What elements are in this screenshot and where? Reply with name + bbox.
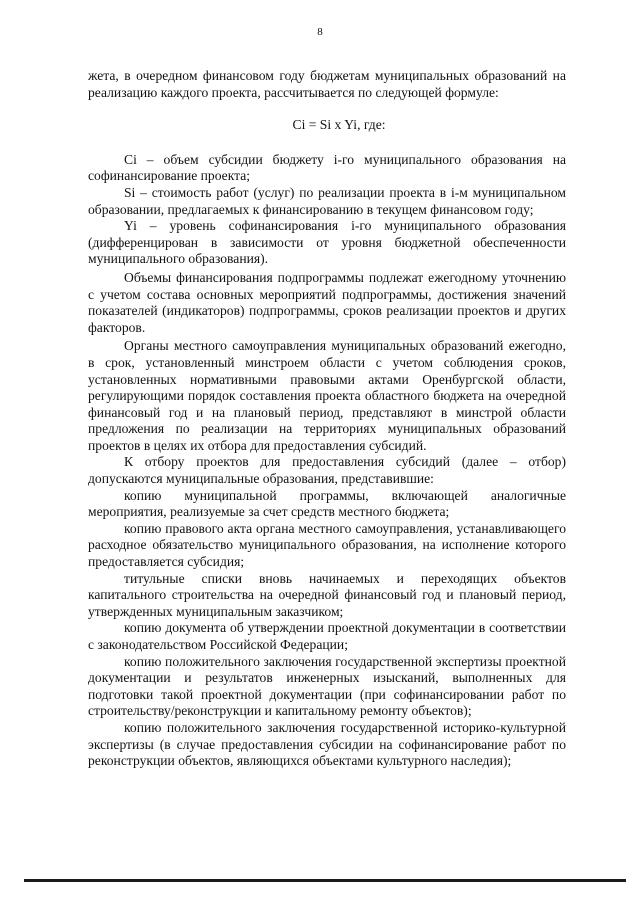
bottom-rule-divider [24, 879, 626, 882]
page-number: 8 [317, 26, 323, 38]
paragraph-intro: жета, в очередном финансовом году бюджетам муниципальных образований на реализацию каждого проекта, рассчитывается по следующей формуле: [88, 68, 566, 100]
list-item-project-approval: копию документа об утверждении проектной документации в соответствии с законодательством Российской Федерации; [88, 620, 566, 652]
document-body [88, 68, 566, 770]
paragraph-funding-volumes: Объемы финансирования подпрограммы подлежат ежегодному уточнению с учетом состава основных мероприятий подпрограммы, достижения значений показателей (индикаторов) подпрограммы, сроков реализации проектов и других факторов. [88, 269, 566, 335]
paragraph-ci-definition: Ci – объем субсидии бюджету i-го муниципального образования на софинансирование проекта; [88, 151, 566, 184]
list-item-municipal-program: копию муниципальной программы, включающей аналогичные мероприятия, реализуемые за счет средств местного бюджета; [88, 487, 566, 520]
list-item-state-expertise: копию положительного заключения государственной экспертизы проектной документации и результатов инженерных изысканий, выполненных для подготовки такой проектной документации (при софинансировании работ по строительству/реконструкции и капитальному ремонту объектов); [88, 653, 566, 719]
list-item-legal-act: копию правового акта органа местного самоуправления, устанавливающего расходное обязательство муниципального образования, на исполнение которого предоставляется субсидия; [88, 520, 566, 570]
formula: Ci = Si x Yi, где: [292, 117, 386, 133]
paragraph-local-authorities: Органы местного самоуправления муниципальных образований ежегодно, в срок, установленный минстроем области с учетом соблюдения сроков, установленных нормативными правовыми актами Оренбургской области, регулирующими порядок составления проекта областного бюджета на очередной финансовый год и на плановый период, представляют в минстрой области предложения по реализации на территориях муниципальных образований проектов в целях их отбора для предоставления субсидий. [88, 338, 566, 453]
paragraph-yi-definition: Yi – уровень софинансирования i-го муниципального образования (дифференцирован в зависимости от уровня бюджетной обеспеченности муниципального образования). [88, 218, 566, 267]
paragraph-selection-admission: К отбору проектов для предоставления субсидий (далее – отбор) допускаются муниципальные образования, представившие: [88, 454, 566, 487]
list-item-cultural-expertise: копию положительного заключения государственной историко-культурной экспертизы (в случае предоставления субсидии на софинансирование работ по реконструкции объектов, являющихся объектами культурного наследия); [88, 719, 566, 769]
paragraph-si-definition: Si – стоимость работ (услуг) по реализации проекта в i-м муниципальном образовании, предлагаемых к финансированию в текущем финансовом году; [88, 184, 566, 217]
list-item-title-lists: титульные списки вновь начинаемых и переходящих объектов капитального строительства на очередной финансовый год и плановый период, утвержденных муниципальным заказчиком; [88, 570, 566, 619]
